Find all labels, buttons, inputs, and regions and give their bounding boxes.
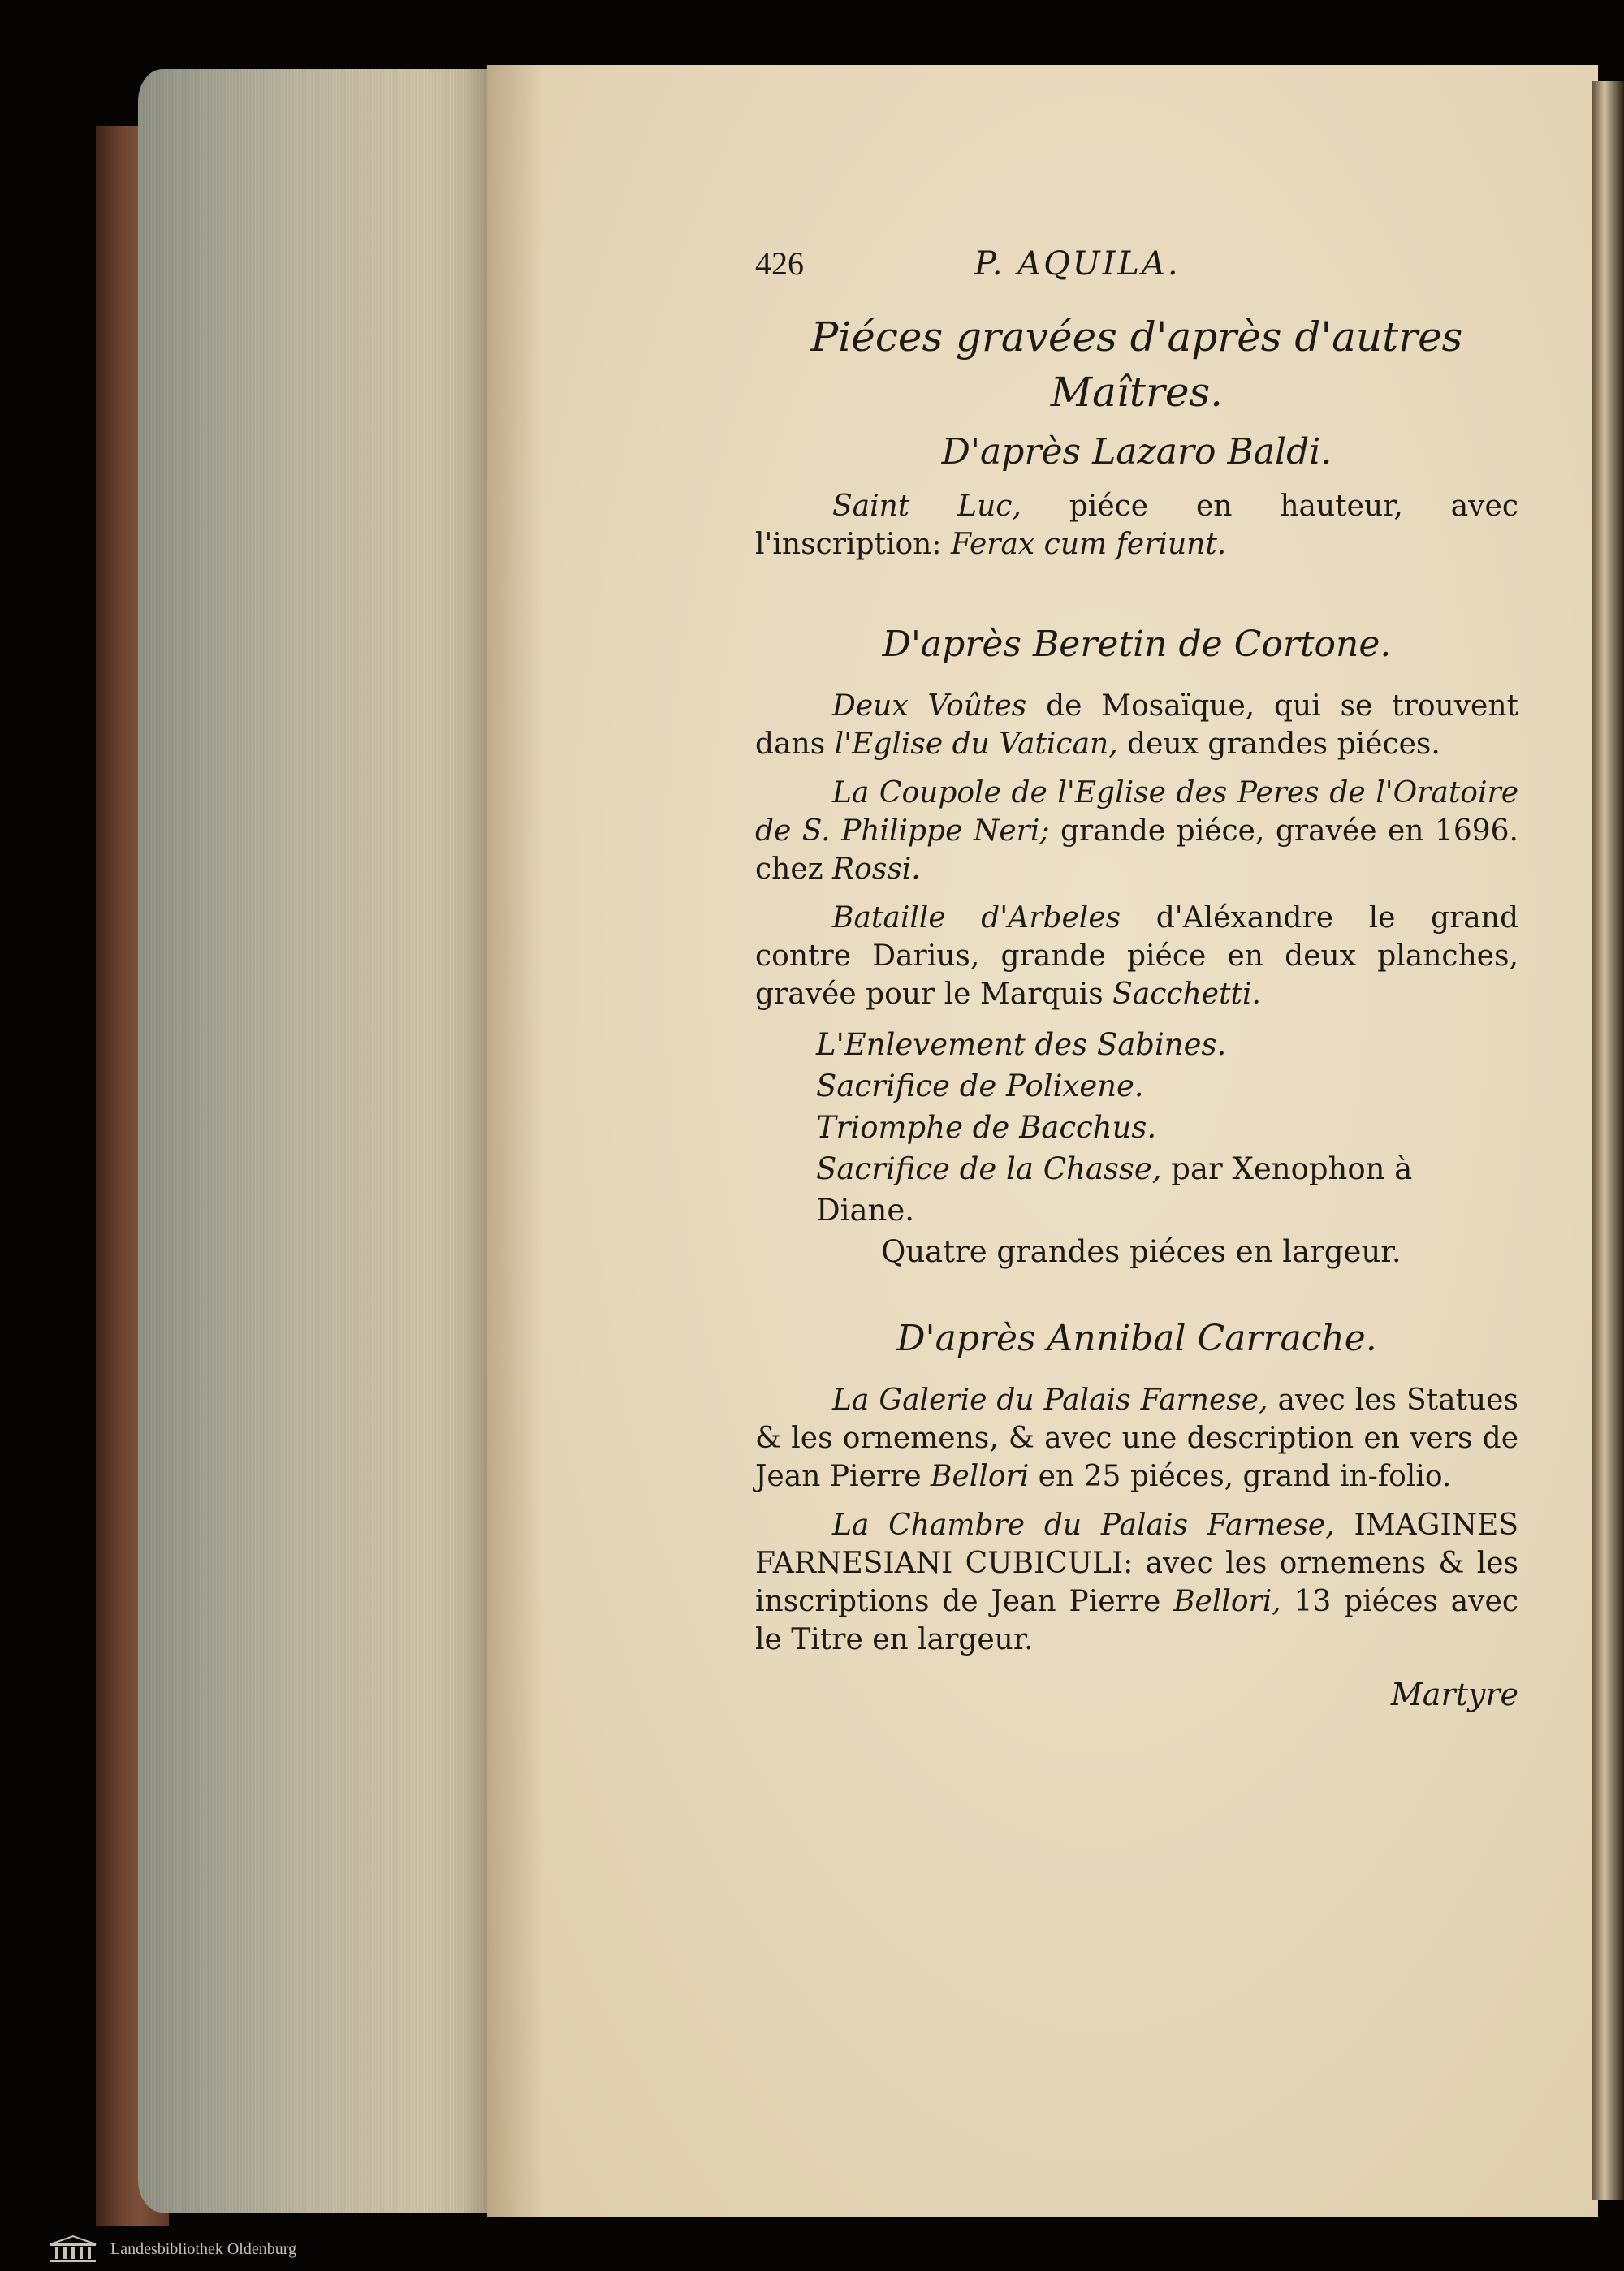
entry-place: l'Eglise du Vatican,: [834, 727, 1118, 761]
entry-text: en 25 piéces, grand in-folio.: [1029, 1460, 1452, 1493]
entry-text: piéce en hauteur, avec l'inscription:: [755, 490, 1518, 561]
title-bacchus: Triomphe de Bacchus.: [816, 1110, 1157, 1145]
title-chasse: [816, 1148, 1518, 1231]
title-enlevement: L'Enlevement des Sabines.: [816, 1027, 1227, 1062]
entry-author: Bellori,: [1173, 1585, 1281, 1618]
library-building-icon: [47, 2234, 99, 2264]
running-title: P. AQUILA.: [974, 245, 1181, 283]
subheading-baldi: D'après Lazaro Baldi.: [941, 431, 1332, 473]
section-heading-line2: Maîtres.: [1050, 369, 1224, 416]
entry-text: grande piéce, gravée en 1696. chez: [755, 814, 1518, 886]
section-heading: [755, 309, 1518, 420]
entry-text: par Xenophon à Diane.: [816, 1151, 1413, 1228]
subheading-cortone: D'après Beretin de Cortone.: [882, 624, 1392, 665]
entry-title: La Chambre du Palais Farnese,: [832, 1509, 1335, 1542]
entry-patron: Sacchetti.: [1112, 978, 1261, 1011]
entry-galerie: [755, 1381, 1518, 1496]
section-heading-line1: Piéces gravées d'après d'autres: [810, 313, 1463, 361]
entry-title: Bataille d'Arbeles: [832, 901, 1121, 935]
entry-text: 13 piéces avec le Titre en largeur.: [755, 1585, 1518, 1656]
page-number: 426: [755, 245, 804, 282]
entry-saint-luc: [755, 487, 1518, 563]
library-name: Landesbibliothek Oldenburg: [110, 2240, 297, 2258]
entry-text: deux grandes piéces.: [1117, 727, 1440, 761]
title-polixene: Sacrifice de Polixene.: [816, 1069, 1144, 1103]
stacked-page-edges: [138, 69, 495, 2213]
catchword: Martyre: [1390, 1677, 1518, 1712]
entry-title: La Coupole de l'Eglise des Peres de l'Oratoire de S. Philippe Neri;: [755, 776, 1518, 848]
entry-coupole: [755, 774, 1518, 888]
entry-inscription: Ferax cum feriunt.: [950, 528, 1227, 561]
entry-author: Bellori: [931, 1460, 1030, 1493]
entry-title: Sacrifice de la Chasse,: [816, 1151, 1162, 1186]
entry-publisher: Rossi.: [832, 853, 921, 886]
running-head: [755, 231, 1518, 296]
page-text-block: [755, 231, 1518, 1716]
entry-arbeles: [755, 899, 1518, 1013]
titles-summary: Quatre grandes piéces en largeur.: [881, 1234, 1402, 1269]
entry-title: Deux Voûtes: [832, 689, 1027, 723]
entry-text: d'Aléxandre le grand contre Darius, grande piéce en deux planches, gravée pour le Marquis: [755, 901, 1518, 1011]
entry-voutes: [755, 687, 1518, 763]
entry-text: avec les Statues & les ornemens, & avec une description en vers de Jean Pierre: [755, 1384, 1518, 1493]
entry-text: IMAGINES FARNESIANI CUBICULI: avec les ornemens & les inscriptions de Jean Pierre: [755, 1509, 1518, 1618]
subheading-carrache: D'après Annibal Carrache.: [896, 1318, 1377, 1359]
entry-text: de Mosaïque, qui se trouvent dans: [755, 689, 1518, 761]
page-fold-edge: [1592, 81, 1624, 2200]
entry-chambre: [755, 1506, 1518, 1659]
entry-title: Saint Luc,: [832, 490, 1021, 523]
entry-title: La Galerie du Palais Farnese,: [832, 1384, 1268, 1417]
